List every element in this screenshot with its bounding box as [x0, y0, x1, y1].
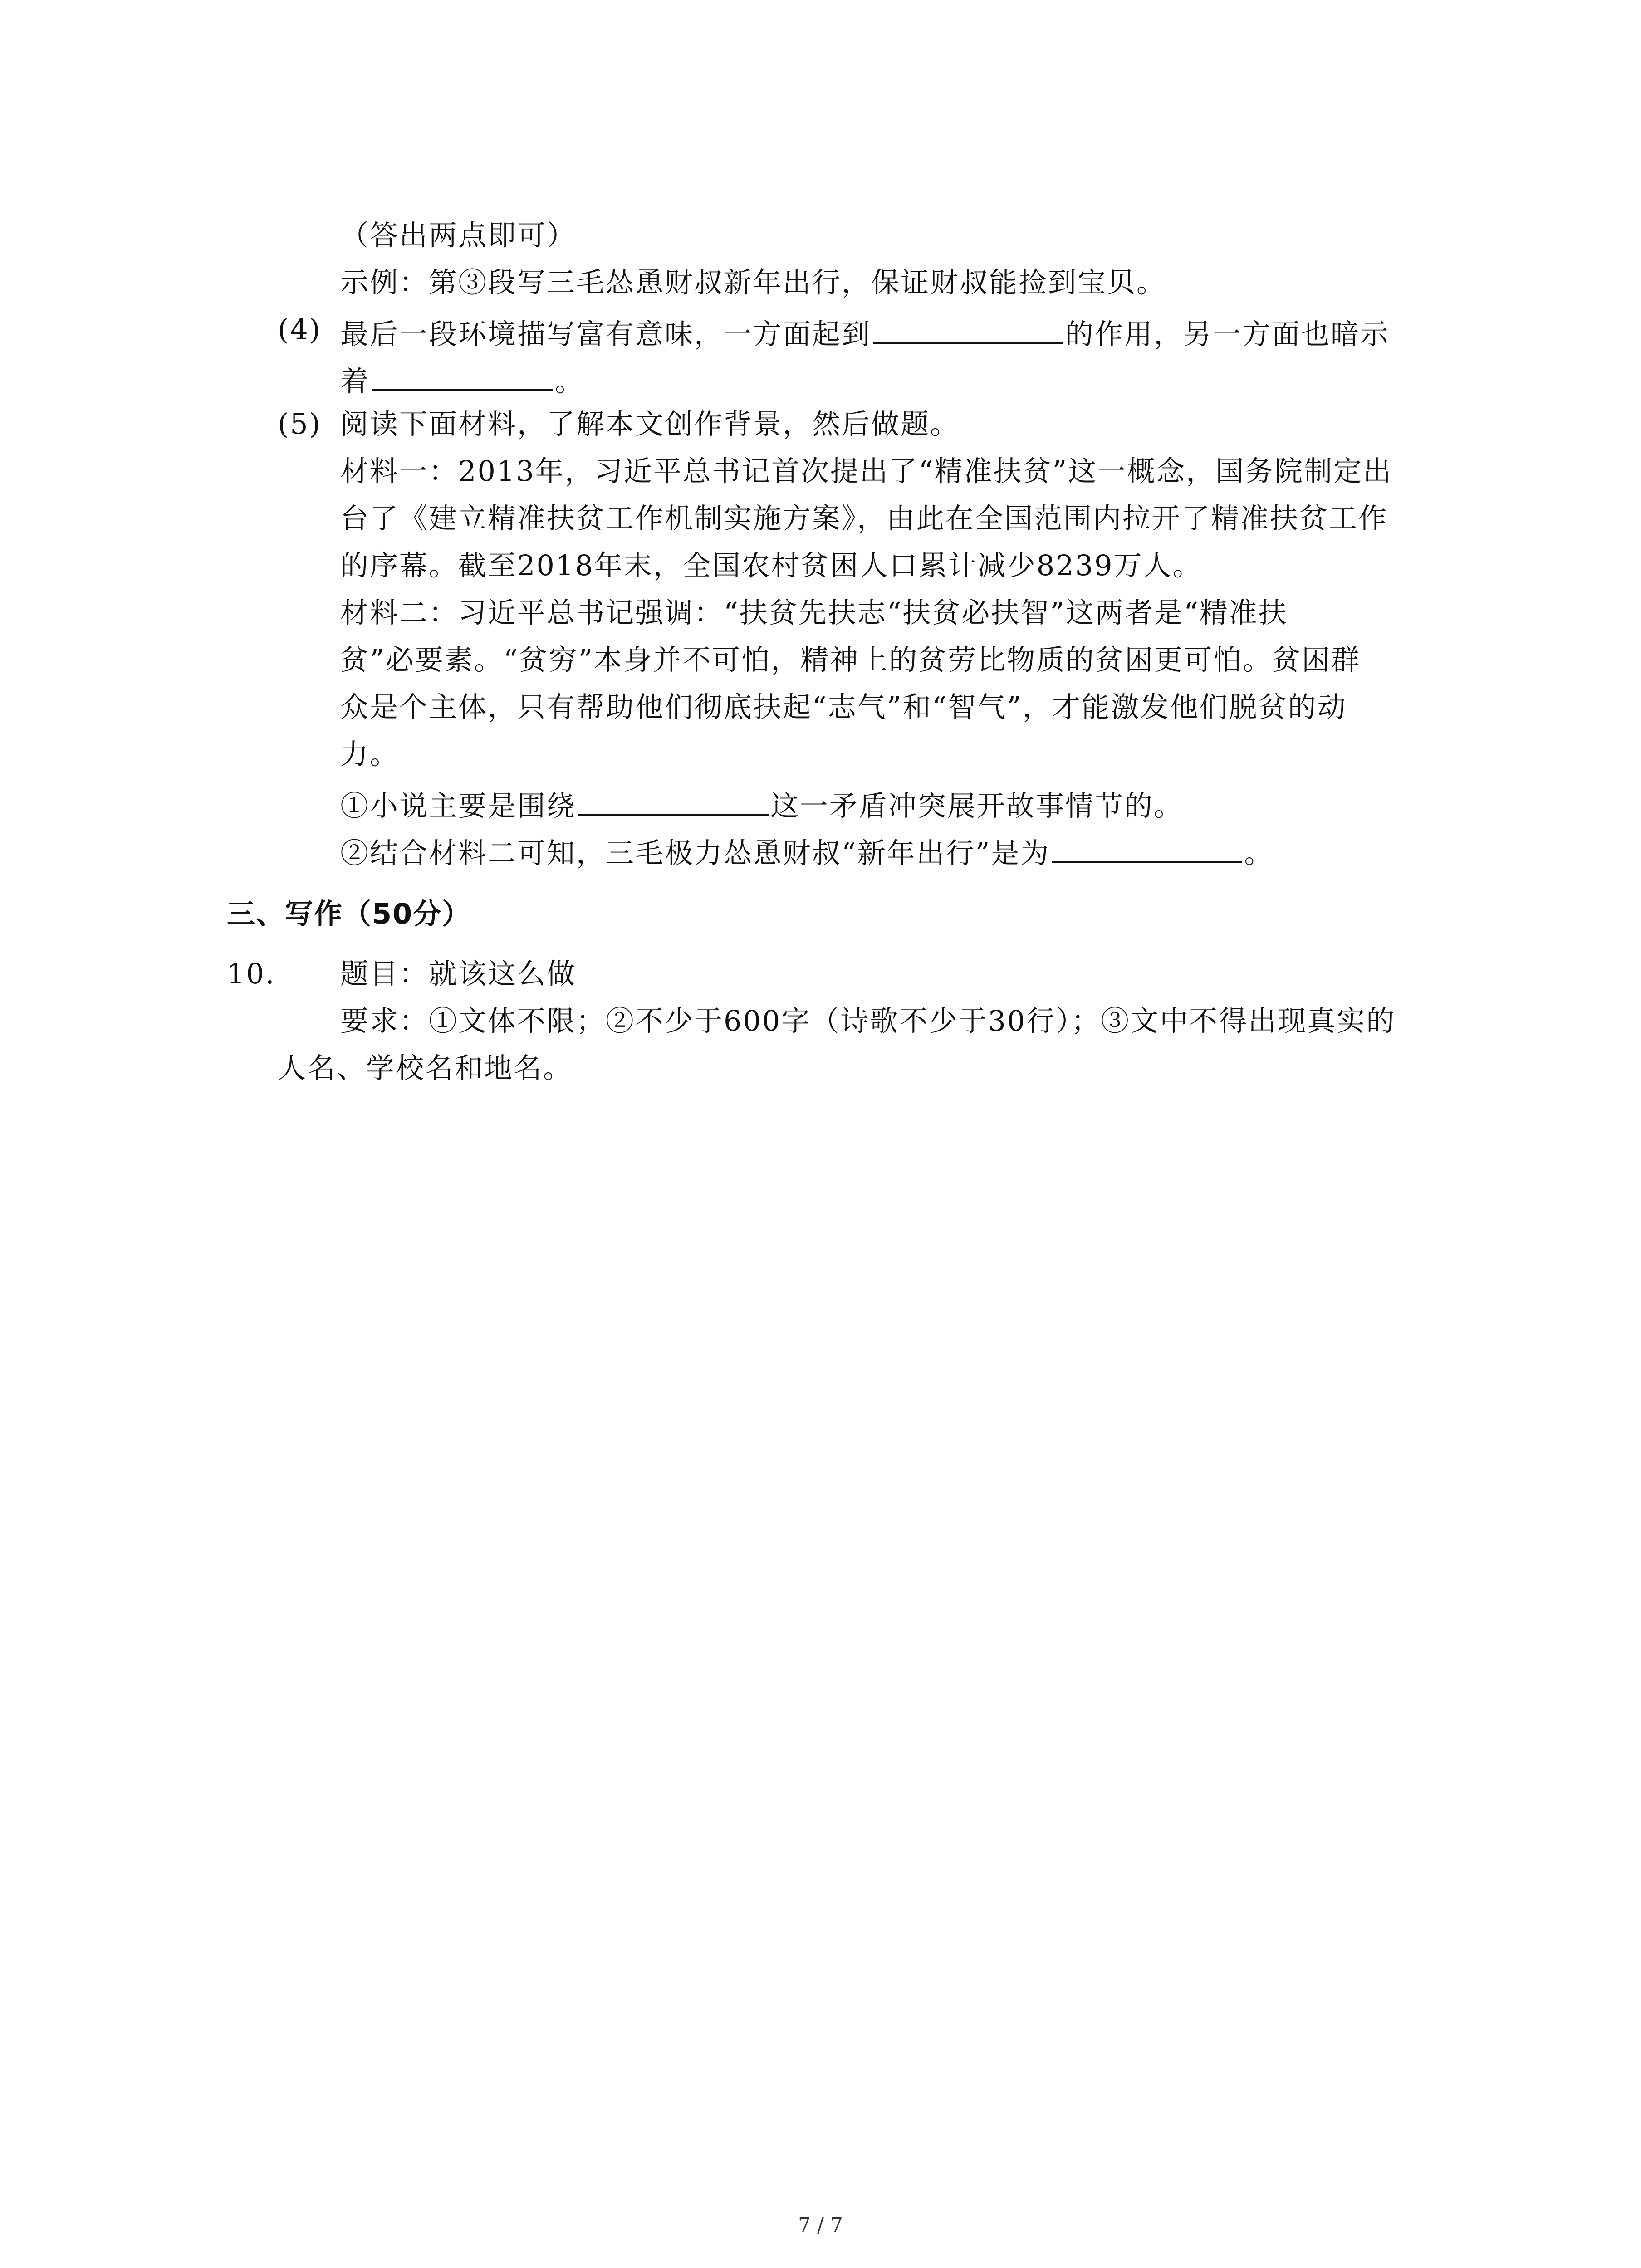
answer-blank[interactable]	[578, 787, 769, 816]
material-1-line-1: 材料一：2013年，习近平总书记首次提出了“精准扶贫”这一概念，国务院制定出	[340, 455, 1393, 488]
question-10-number: 10.	[227, 957, 276, 990]
material-2-line-2: 贫”必要素。“贫穷”本身并不可怕，精神上的贫劳比物质的贫困更可怕。贫困群	[340, 643, 1361, 676]
essay-requirements-line-2: 人名、学校名和地名。	[278, 1051, 573, 1085]
answer-note: （答出两点即可）	[340, 219, 577, 252]
question-4-line-2	[340, 363, 584, 396]
question-4-line-1	[340, 316, 1390, 351]
essay-requirements-line-1: 要求：①文体不限；②不少于600字（诗歌不少于30行）；③文中不得出现真实的	[340, 1004, 1396, 1037]
subquestion-2	[340, 835, 1274, 870]
material-2-line-1: 材料二：习近平总书记强调：“扶贫先扶志“扶贫必扶智”这两者是“精准扶	[340, 596, 1288, 629]
subquestion-1	[340, 787, 1183, 820]
answer-blank[interactable]	[873, 316, 1063, 344]
subquestion-2-text-b: 。	[1244, 836, 1274, 870]
example-answer: 示例：第③段写三毛怂恿财叔新年出行，保证财叔能捡到宝贝。	[340, 266, 1166, 299]
question-4-text-a: 最后一段环境描写富有意味，一方面起到	[340, 318, 872, 351]
material-2-line-3: 众是个主体，只有帮助他们彻底扶起“志气”和“智气”，才能激发他们脱贫的动	[340, 690, 1347, 723]
question-5-number: (5)	[278, 407, 322, 440]
subquestion-1-text-a: ①小说主要是围绕	[340, 789, 577, 822]
subquestion-1-text-b: 这一矛盾冲突展开故事情节的。	[770, 789, 1184, 822]
section-heading: 三、写作（50分）	[227, 897, 471, 930]
question-4-number: (4)	[278, 313, 322, 346]
answer-blank[interactable]	[372, 363, 553, 391]
question-4-text-c: 着	[340, 365, 370, 398]
essay-title: 题目：就该这么做	[340, 957, 577, 990]
material-1-line-3: 的序幕。截至2018年末，全国农村贫困人口累计减少8239万人。	[340, 549, 1202, 582]
question-4-text-b: 的作用，另一方面也暗示	[1065, 318, 1390, 351]
page-number: 7 / 7	[798, 2214, 843, 2237]
question-4-text-d: 。	[555, 365, 585, 398]
answer-blank[interactable]	[1052, 835, 1242, 863]
material-1-line-2: 台了《建立精准扶贫工作机制实施方案》，由此在全国范围内拉开了精准扶贫工作	[340, 502, 1388, 535]
subquestion-2-text-a: ②结合材料二可知，三毛极力怂恿财叔“新年出行”是为	[340, 836, 1050, 870]
material-2-line-4: 力。	[340, 738, 400, 771]
question-5-intro: 阅读下面材料，了解本文创作背景，然后做题。	[340, 407, 960, 440]
